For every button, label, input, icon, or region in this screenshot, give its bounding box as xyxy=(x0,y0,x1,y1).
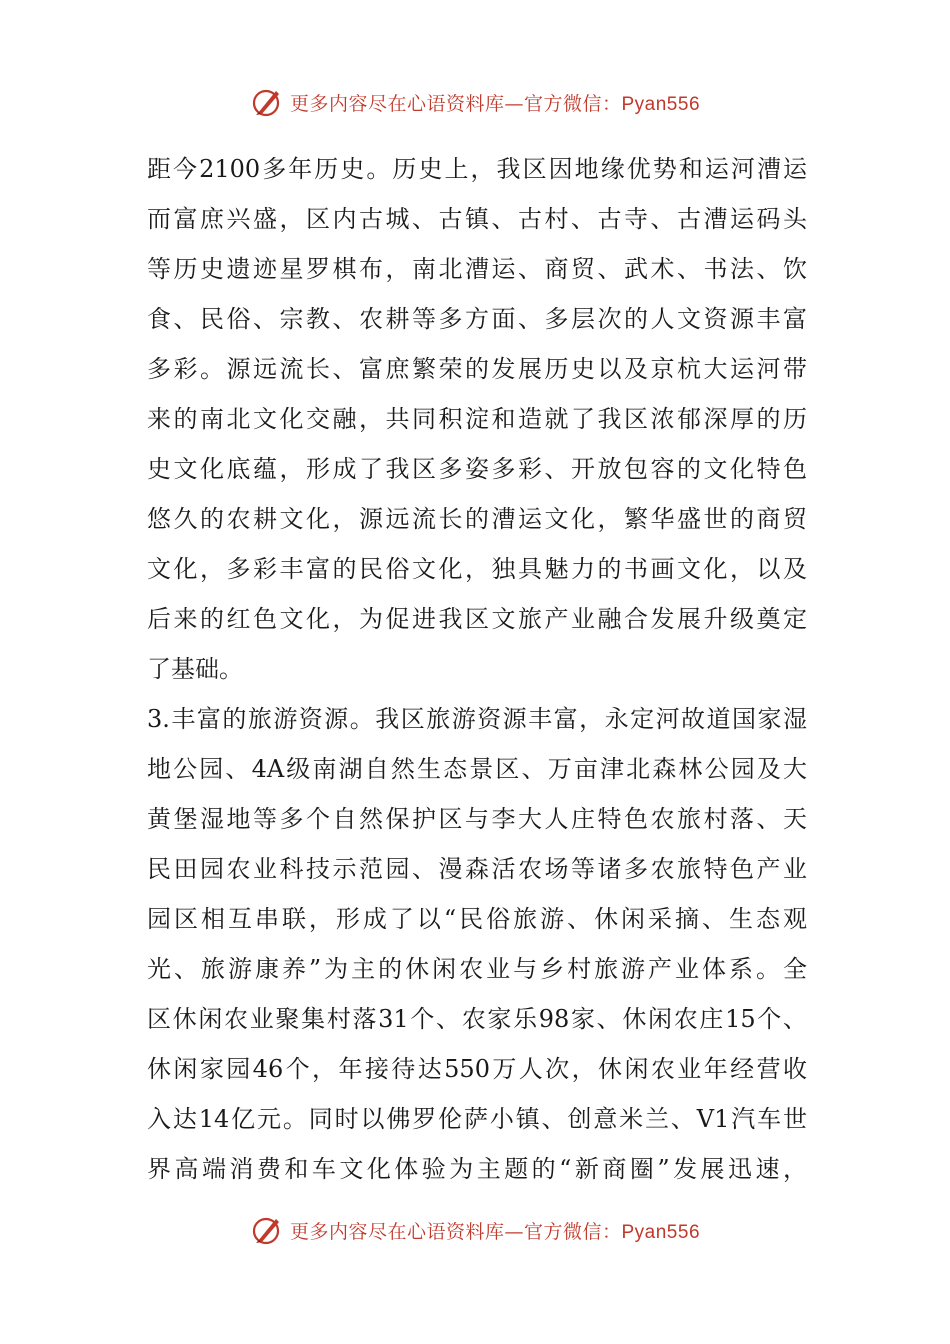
text-line: 休闲家园46个，年接待达550万人次，休闲农业年经营收 xyxy=(147,1055,807,1083)
watermark-handle: Pyan556 xyxy=(621,93,701,115)
text-line: 园区相互串联，形成了以“民俗旅游、休闲采摘、生态观 xyxy=(147,905,807,933)
text-line: 后来的红色文化，为促进我区文旅产业融合发展升级奠定 xyxy=(147,605,807,633)
text-line: 等历史遗迹星罗棋布，南北漕运、商贸、武术、书法、饮 xyxy=(147,255,807,283)
text-line: 多彩。源远流长、富庶繁荣的发展历史以及京杭大运河带 xyxy=(147,355,807,383)
watermark-handle: Pyan556 xyxy=(621,1221,701,1243)
pen-circle-logo-icon xyxy=(250,1213,284,1247)
pen-circle-logo-icon xyxy=(250,85,284,119)
text-line: 3.丰富的旅游资源。我区旅游资源丰富，永定河故道国家湿 xyxy=(147,705,807,733)
text-line: 区休闲农业聚集村落31个、农家乐98家、休闲农庄15个、 xyxy=(147,1005,807,1033)
text-line: 而富庶兴盛，区内古城、古镇、古村、古寺、古漕运码头 xyxy=(147,205,807,233)
text-line: 黄堡湿地等多个自然保护区与李大人庄特色农旅村落、天 xyxy=(147,805,807,833)
text-line: 入达14亿元。同时以佛罗伦萨小镇、创意米兰、V1汽车世 xyxy=(147,1105,807,1133)
text-line: 界高端消费和车文化体验为主题的“新商圈”发展迅速， xyxy=(147,1155,807,1183)
watermark-text: 更多内容尽在心语资料库—官方微信：Pyan556 xyxy=(289,92,701,115)
text-line: 来的南北文化交融，共同积淀和造就了我区浓郁深厚的历 xyxy=(147,405,807,433)
document-body xyxy=(147,144,807,1194)
watermark-text: 更多内容尽在心语资料库—官方微信：Pyan556 xyxy=(289,1220,701,1243)
text-line: 地公园、4A级南湖自然生态景区、万亩津北森林公园及大 xyxy=(147,755,807,783)
text-line: 了基础。 xyxy=(147,655,243,683)
text-line: 光、旅游康养”为主的休闲农业与乡村旅游产业体系。全 xyxy=(147,955,807,983)
text-line: 悠久的农耕文化，源远流长的漕运文化，繁华盛世的商贸 xyxy=(147,505,807,533)
text-line: 食、民俗、宗教、农耕等多方面、多层次的人文资源丰富 xyxy=(147,305,807,333)
header-watermark xyxy=(0,82,950,122)
text-line: 文化，多彩丰富的民俗文化，独具魅力的书画文化，以及 xyxy=(147,555,807,583)
text-line: 距今2100多年历史。历史上，我区因地缘优势和运河漕运 xyxy=(147,155,807,183)
footer-watermark xyxy=(0,1210,950,1250)
text-line: 史文化底蕴，形成了我区多姿多彩、开放包容的文化特色 xyxy=(147,455,807,483)
text-line: 民田园农业科技示范园、漫森活农场等诸多农旅特色产业 xyxy=(147,855,807,883)
